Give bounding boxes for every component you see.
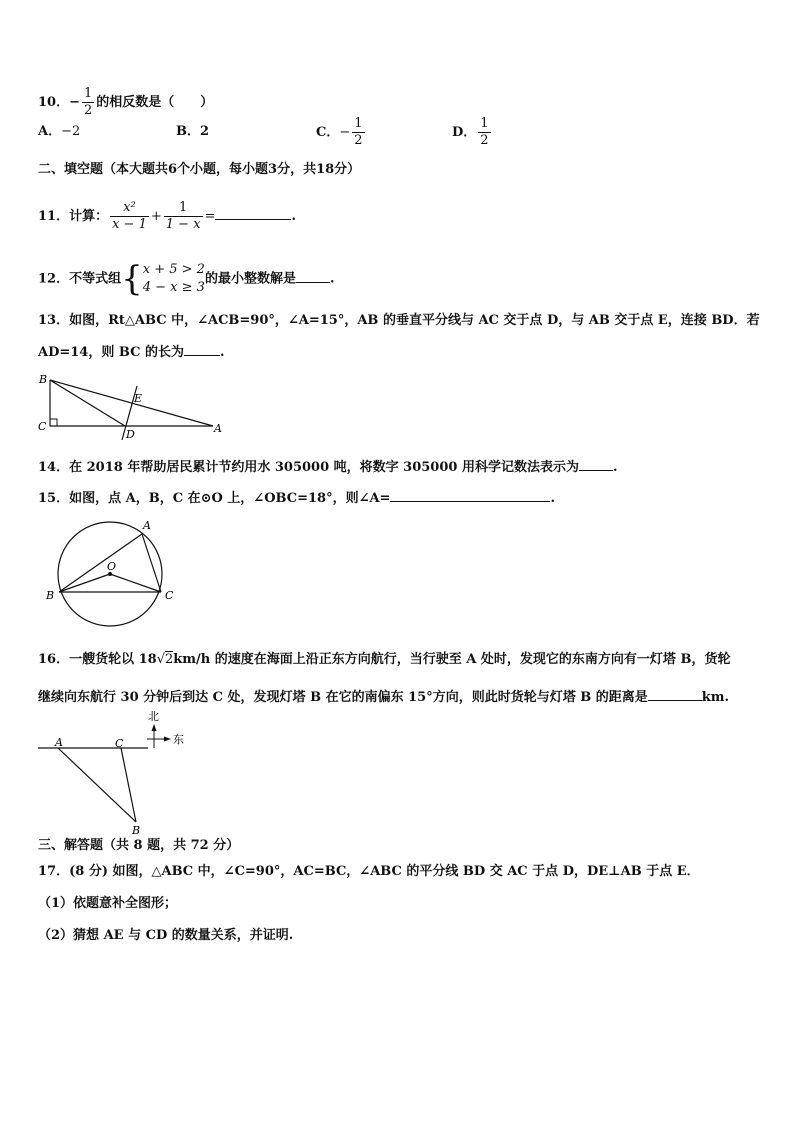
svg-text:A: A — [55, 736, 63, 749]
question-16-line2: 继续向东航行 30 分钟后到达 C 处，发现灯塔 B 在它的南偏东 15°方向，则此时货轮与灯塔 B 的距离是 km. — [38, 686, 729, 708]
svg-text:C: C — [165, 589, 174, 602]
question-17-stem: 17．(8 分) 如图，△ABC 中，∠C=90°，AC=BC，∠ABC 的平分线 BD 交 AC 于点 D，DE⊥AB 于点 E． — [38, 864, 700, 879]
svg-text:D: D — [126, 428, 135, 441]
q16-navigation-figure — [36, 706, 196, 838]
svg-text:北: 北 — [148, 710, 159, 723]
svg-text:东: 东 — [173, 733, 184, 746]
answer-blank[interactable] — [215, 205, 291, 220]
question-17-part1: （1）依题意补全图形； — [38, 896, 178, 911]
option-d: D． $\frac{1}{2}$ — [452, 116, 489, 148]
question-14: 14．在 2018 年帮助居民累计节约用水 305000 吨，将数字 305000 用科学记数法表示为 . — [38, 456, 618, 478]
svg-text:A: A — [143, 519, 151, 532]
answer-blank[interactable] — [648, 686, 702, 701]
svg-text:B: B — [39, 373, 48, 386]
question-10: 10．− $\frac{1}{2}$ 的相反数是（ ） — [38, 86, 214, 118]
question-12: 12．不等式组{ x + 5 > 2 4 − x ≥ 3 的最小整数解是 . — [38, 259, 335, 299]
svg-text:A: A — [214, 422, 222, 435]
svg-text:C: C — [115, 737, 124, 750]
inequality-system: x + 5 > 2 4 − x ≥ 3 — [142, 262, 205, 295]
q15-circle-figure — [44, 514, 184, 630]
question-15: 15．如图，点 A，B，C 在⊙O 上，∠OBC=18°，则∠A= . — [38, 487, 555, 509]
option-b: B．2 — [176, 124, 210, 139]
option-a: A．−2 — [38, 124, 81, 139]
question-17-part2: （2）猜想 AE 与 CD 的数量关系，并证明. — [38, 928, 294, 943]
answer-blank[interactable] — [390, 487, 550, 502]
answer-blank[interactable] — [184, 341, 220, 356]
section-2-heading: 二、填空题（本大题共6个小题，每小题3分，共18分） — [38, 162, 361, 177]
q13-triangle-figure — [36, 370, 226, 446]
question-11: 11．计算： $\frac{\text{x²}}{x - 1}$ + $\frac{1}{1 - x}$ = . — [38, 200, 296, 232]
svg-text:B: B — [132, 824, 141, 837]
answer-blank[interactable] — [579, 456, 613, 471]
svg-text:B: B — [46, 589, 55, 602]
answer-blank[interactable] — [296, 268, 330, 283]
svg-text:O: O — [107, 560, 117, 573]
svg-text:E: E — [134, 392, 143, 405]
fraction-half: $\frac{1}{2}$ — [84, 86, 93, 118]
svg-text:C: C — [38, 420, 47, 433]
question-16-line1: 16．一艘货轮以 18√2km/h 的速度在海面上沿正东方向航行，当行驶至 A 处时，发现它的东南方向有一灯塔 B，货轮 — [38, 652, 731, 667]
option-c: C．− $\frac{1}{2}$ — [316, 116, 363, 148]
question-13-line1: 13．如图，Rt△ABC 中，∠ACB=90°，∠A=15°，AB 的垂直平分线与 AC 交于点 D，与 AB 交于点 E，连接 BD．若 — [38, 313, 760, 328]
question-13-line2: AD=14，则 BC 的长为 . — [38, 341, 225, 363]
section-3-heading: 三、解答题（共 8 题，共 72 分） — [38, 838, 240, 853]
